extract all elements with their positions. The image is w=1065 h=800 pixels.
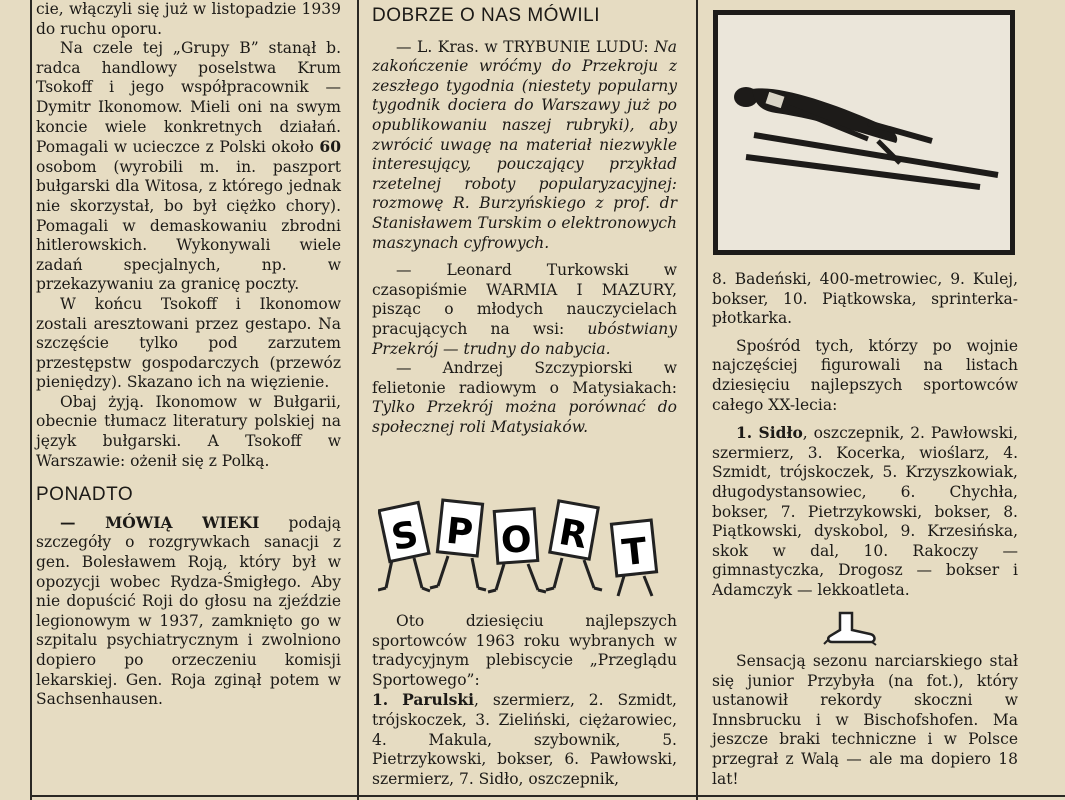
col3-paragraph-2: Spośród tych, którzy po wojnie najczęściej figurowali na listach dziesięciu najlepszych sportowców całego XX-lecia:: [712, 336, 1018, 414]
column-rule-left: [30, 0, 32, 800]
sport-logo-illustration: [378, 492, 678, 600]
sport-letter-o: [488, 509, 546, 592]
col3-paragraph-3: 1. Sidło, oszczepnik, 2. Pawłowski, szermierz, 3. Kocerka, wioślarz, 4. Szmidt, trójskoczek, 5. Krzyszkowiak, długodystansowiec, 6. Chychła, bokser, 7. Pietrzykowski, bokser, 8. Piątkowski, dyskobol, 9. Krzesińska, skok w dal, 10. Rakoczy — gimnastyczka, Drogosz — bokser i Adamczyk — lekkoatleta.: [712, 423, 1018, 599]
col1-paragraph-4: Obaj żyją. Ikonomow w Bułgarii, obecnie tłumacz literatury polskiej na język bułgarski. A Tsokoff w Warszawie: ożenił się z Polką.: [36, 392, 341, 470]
col1-paragraph-1: cie, włączyli się już w listopadzie 1939 do ruchu oporu.: [36, 0, 341, 38]
column-2: [372, 6, 677, 437]
sport-letter-p: [430, 500, 486, 590]
col2-plebiscyt-list: 1. Parulski, szermierz, 2. Szmidt, trójskoczek, 3. Zieliński, ciężarowiec, 4. Makula, szybownik, 5. Pietrzykowski, bokser, 6. Pawłowski, szermierz, 7. Sidło, oszczepnik,: [372, 690, 677, 788]
column-3-lower: [712, 652, 1018, 789]
col1-paragraph-2: Na czele tej „Grupy B” stanął b. radca handlowy poselstwa Krum Tsokoff i jego współpracownik — Dymitr Ikonomow. Mieli oni na swym koncie wiele konkretnych działań. Pomagali w ucieczce z Polski około 60 osobom (wyrobili m. in. paszport bułgarski dla Witosa, z którego jednak nie skorzystał, bo był ciężko chory). Pomagali w demaskowaniu zbrodni hitlerowskich. Wykonywali wiele zadań specjalnych, np. w przekazywaniu za granicę poczty.: [36, 39, 341, 294]
ski-jumper-photo: [713, 10, 1015, 255]
column-2-lower: [372, 612, 677, 789]
quote-trybuna-ludu: — L. Kras. w TRYBUNIE LUDU: Na zakończenie wróćmy do Przekroju z zeszłego tygodnia (niestety popularny tygodnik dociera do Warszawy już po opublikowaniu naszej rubryki), aby zwrócić uwagę na materiał niezwykle interesujący, pouczający przykład rzetelnej roboty popularyzacyjnej: rozmowę R. Burzyńskiego z prof. dr Stanisławem Turskim o elektronowych maszynach cyfrowych.: [372, 37, 677, 252]
boot-ornament-icon: [822, 610, 878, 646]
sport-letter-s: [378, 502, 430, 591]
svg-text:P: P: [444, 510, 475, 555]
col3-paragraph-1: 8. Badeński, 400-metrowiec, 9. Kulej, bokser, 10. Piątkowska, sprinterka-płotkarka.: [712, 270, 1018, 328]
col1-paragraph-5: — MÓWIĄ WIEKI podają szczegóły o rozgrywkach sanacji z gen. Bolesławem Roją, który był w opozycji wobec Rydza-Śmigłego. Aby nie dopuścić Roji do głosu na zjeździe legionowym w 1937, zamknięto go w szpitalu psychiatrycznym i zwolniono dopiero po orzeczeniu komisji lekarskiej. Gen. Roja zginął potem w Sachsenhausen.: [36, 512, 341, 709]
heading-dobrze-o-nas-mowili: DOBRZE O NAS MÓWILI: [372, 5, 601, 26]
ski-jumper-figure: [718, 15, 1010, 250]
svg-text:O: O: [499, 518, 534, 563]
column-rule-2-3: [696, 0, 698, 800]
heading-ponadto: PONADTO: [36, 484, 134, 506]
column-3: [712, 270, 1018, 601]
svg-text:S: S: [387, 513, 422, 560]
col2-plebiscyt-intro: Oto dziesięciu najlepszych sportowców 1963 roku wybranych w tradycyjnym plebiscycie „Przeglądu Sportowego”:: [372, 612, 677, 689]
bottom-rule: [30, 795, 1065, 797]
col3-paragraph-4: Sensacją sezonu narciarskiego stał się junior Przybyła (na fot.), który ustanowił rekordy skoczni w Innsbrucku i w Bischofshofen. Ma jeszcze braki techniczne i w Polsce przegrał z Walą — ale ma dopiero 18 lat!: [712, 652, 1018, 788]
quote-warmia-i-mazury: — Leonard Turkowski w czasopiśmie WARMIA I MAZURY, pisząc o młodych nauczycielach pracujących na wsi: ubóstwiany Przekrój — trudny do nabycia.: [372, 261, 677, 358]
column-1: [36, 0, 341, 710]
sport-letter-t: [611, 520, 656, 596]
svg-text:T: T: [620, 530, 649, 575]
sport-letter-r: [546, 501, 602, 590]
column-rule-1-2: [357, 0, 359, 800]
svg-text:R: R: [556, 511, 591, 558]
quote-szczypiorski: — Andrzej Szczypiorski w felietonie radiowym o Matysiakach: Tylko Przekrój można porównać do społecznej roli Matysiaków.: [372, 359, 677, 436]
col1-paragraph-3: W końcu Tsokoff i Ikonomow zostali aresztowani przez gestapo. Na szczęście tylko pod zarzutem przestępstw gospodarczych (przewóz pieniędzy). Skazano ich na więzienie.: [36, 294, 341, 392]
